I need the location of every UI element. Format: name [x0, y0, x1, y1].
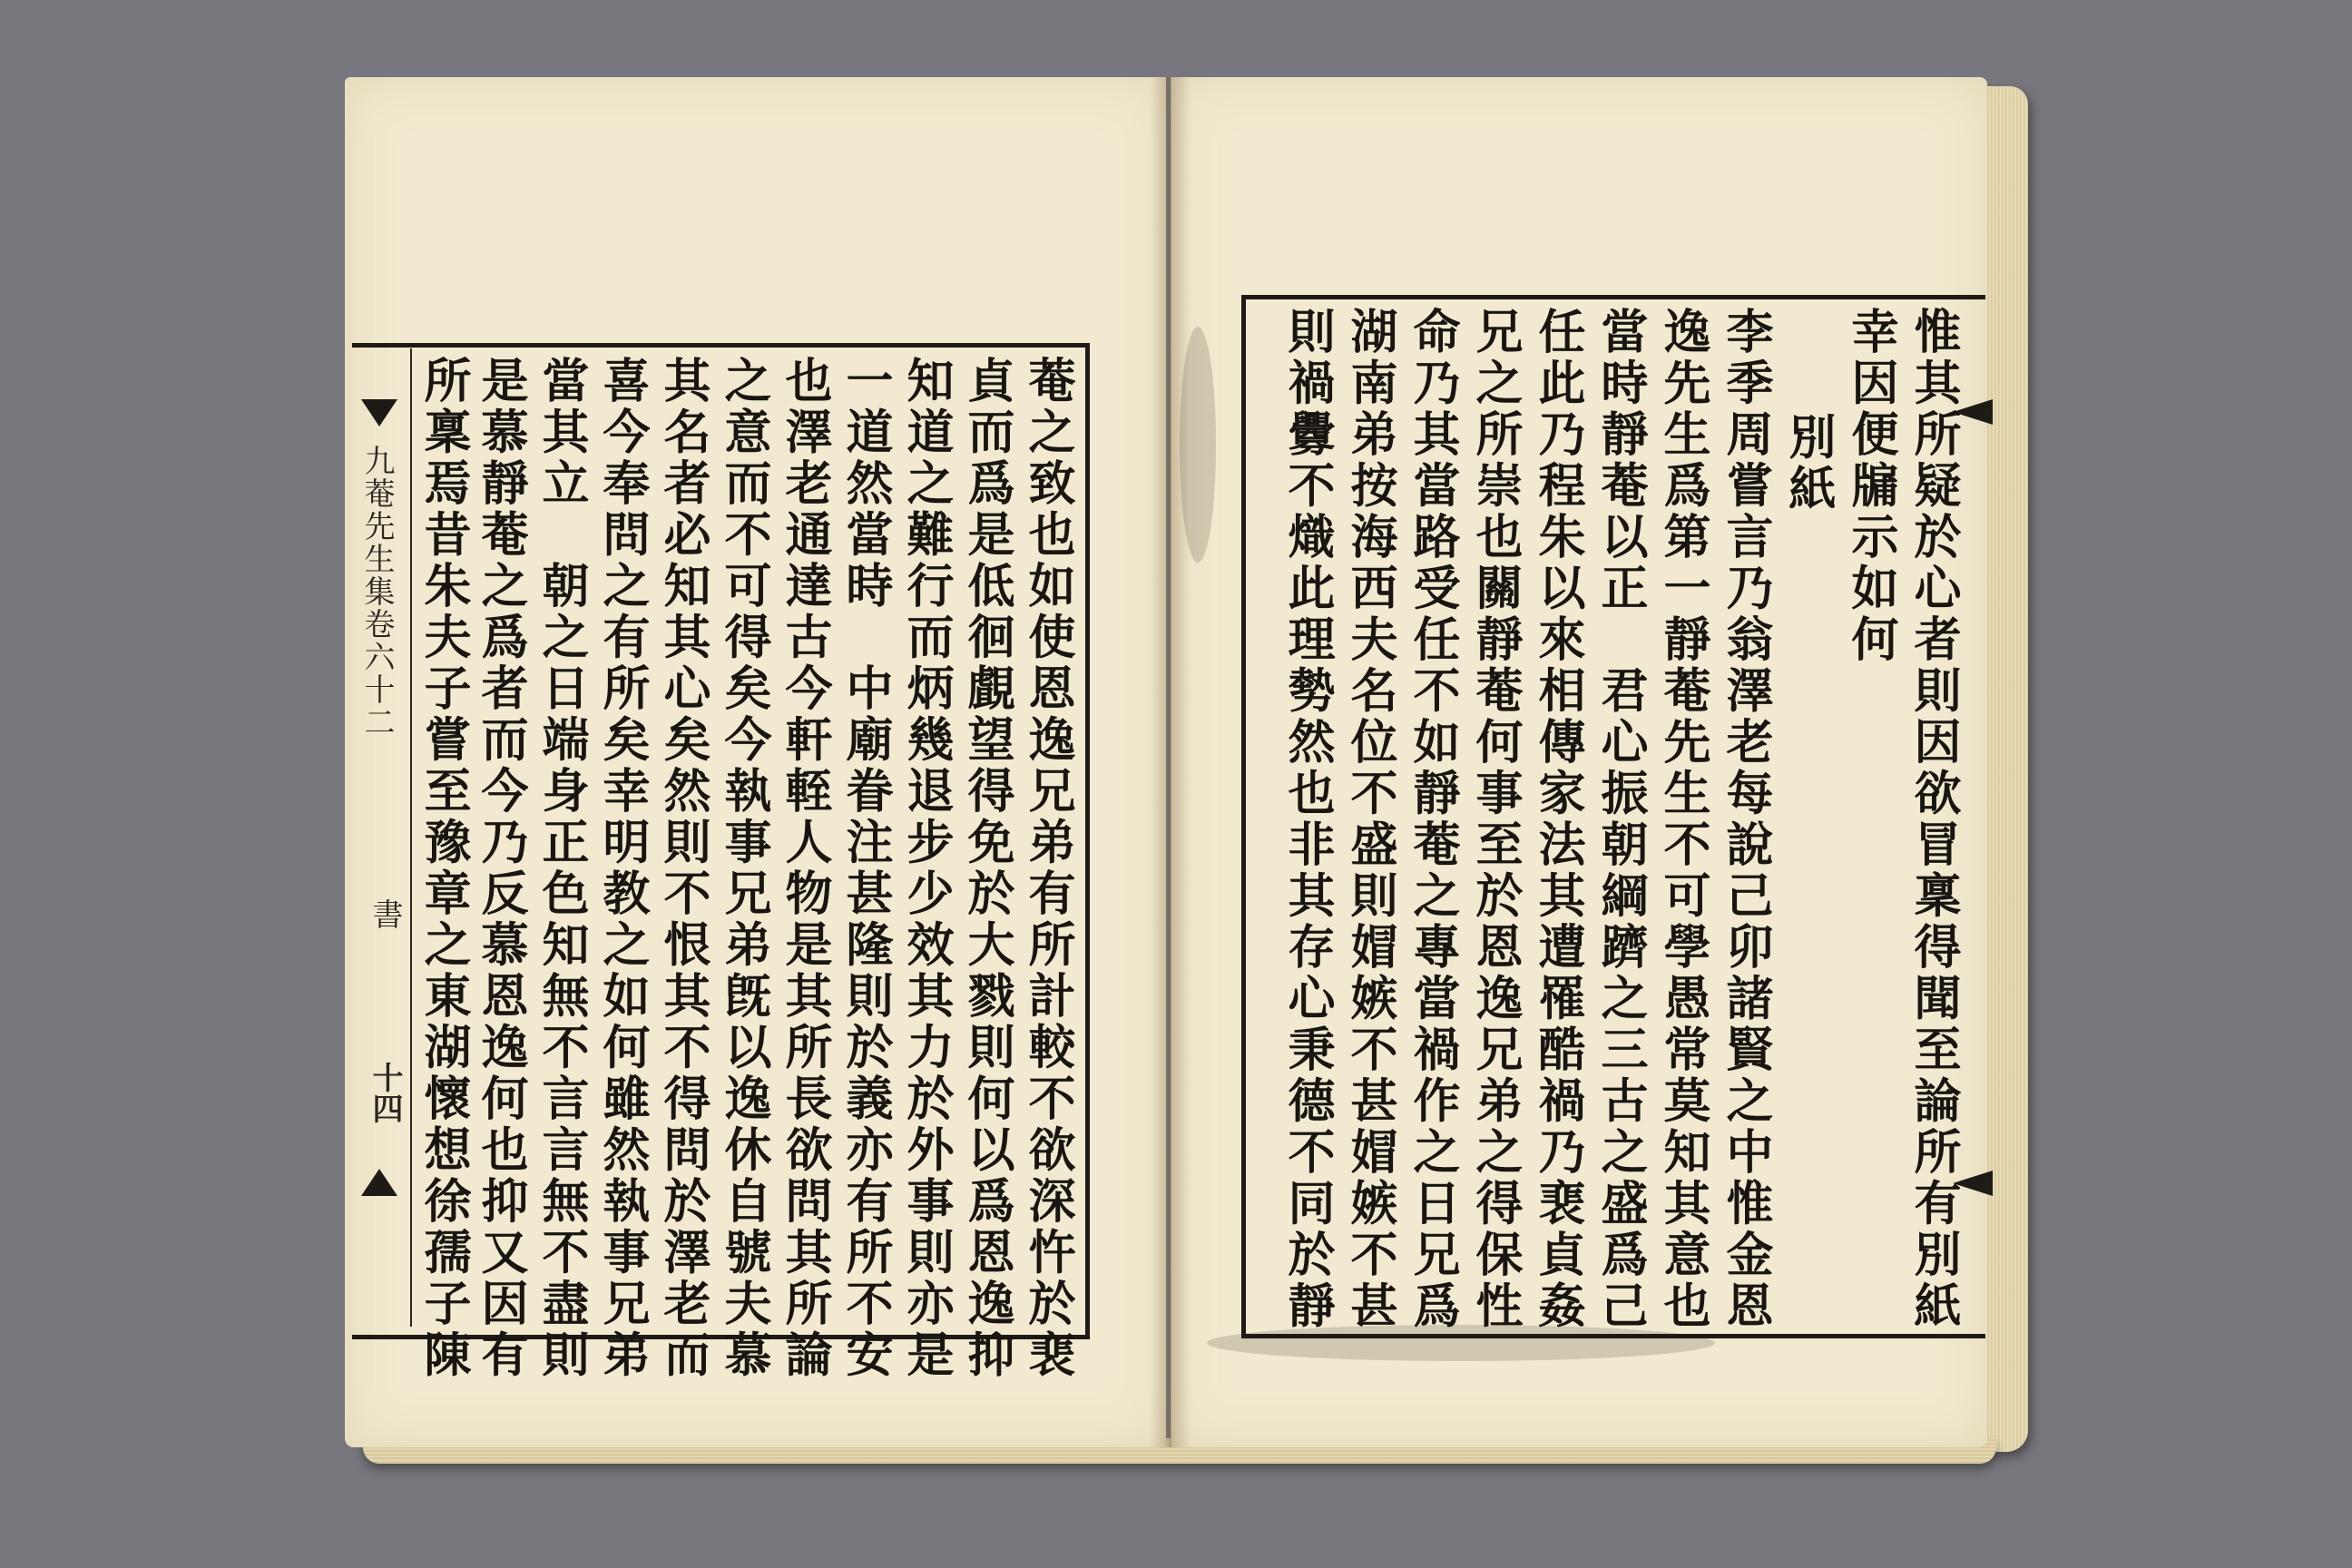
- text-column: 當時靜菴以正 君心振朝綱躋之三古之盛爲己: [1592, 307, 1648, 1332]
- text-column: 命乃其當路受任不如靜菴之專當禍作之日兄爲: [1405, 307, 1460, 1332]
- text-column: 惟其所疑於心者則因欲冒稟得聞至論所有別紙: [1906, 307, 1961, 1332]
- text-column: 知道之難行而炳幾退步少效其力於外事則亦是: [898, 356, 954, 1381]
- book-gutter: [1151, 77, 1191, 1447]
- text-column: 是慕靜菴之爲者而今乃反慕恩逸何也抑又因有: [473, 356, 528, 1381]
- page-number: 十四: [367, 1062, 403, 1123]
- fish-tail-bottom-icon: [361, 1169, 397, 1203]
- text-column: 也澤老通達古今軒輊人物是其所長欲問其所論: [777, 356, 832, 1381]
- text-column: 所稟焉昔朱夫子嘗至豫章之東湖懷想徐孺子陳: [416, 356, 471, 1381]
- text-column: 則禍釁不熾此理勢然也非其存心秉德不同於靜: [1279, 307, 1335, 1332]
- text-column: 菴之致也如使恩逸兄弟有所計較不欲深忤於裵: [1020, 356, 1075, 1381]
- fish-tail-top-icon: [361, 399, 397, 434]
- text-column: 一道然當時 中廟眷注甚隆則於義亦有所不安: [838, 356, 893, 1381]
- ink-bleed: [1180, 327, 1216, 563]
- text-column: 幸因便牖示如何: [1843, 307, 1898, 666]
- text-column: 李季周嘗言乃翁澤老每說己卯諸賢之中惟金恩: [1718, 307, 1773, 1332]
- text-column: 當其立 朝之日端身正色知無不言言無不盡則: [534, 356, 589, 1381]
- text-column: 貞而爲是低徊覰望得免於大戮則何以爲恩逸抑: [959, 356, 1014, 1381]
- text-column: 其名者必知其心矣然則不恨其不得問於澤老而: [655, 356, 710, 1381]
- text-column: 兄之所崇也關靜菴何事至於恩逸兄弟之得保性: [1467, 307, 1523, 1332]
- column-rule: [410, 348, 412, 1327]
- text-column: 之意而不可得矣今執事兄弟旣以逸休自號夫慕: [716, 356, 771, 1381]
- text-column: 任此乃程朱以來相傳家法其遭罹酷禍乃裵貞姦: [1530, 307, 1585, 1332]
- text-column: 逸先生爲第一靜菴先生不可學愚常莫知其意也: [1655, 307, 1710, 1332]
- book-title-margin: 九菴先生集卷六十二: [358, 445, 395, 739]
- section-label: 書: [367, 898, 403, 929]
- text-column: 喜今奉問之有所矣幸明教之如何雖然執事兄弟: [594, 356, 650, 1381]
- page-block-edge-right: [1983, 86, 2028, 1452]
- text-column: 湖南弟按海西夫名位不盛則媢嫉不甚媢嫉不甚: [1342, 307, 1397, 1332]
- section-heading: 別紙: [1780, 361, 1836, 515]
